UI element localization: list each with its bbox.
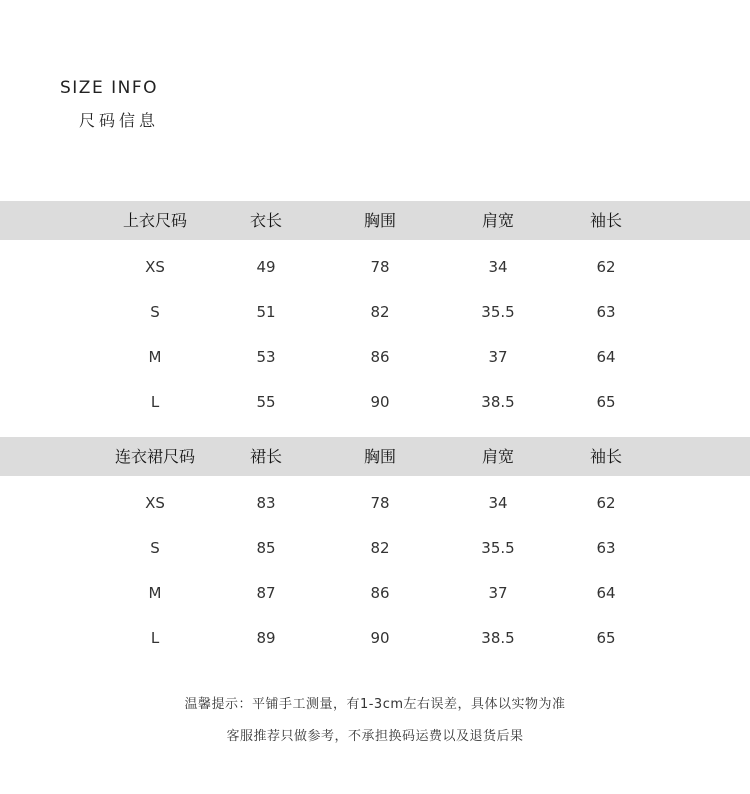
shoulder-cell: 34 — [488, 258, 508, 276]
sleeve-cell: 62 — [596, 258, 616, 276]
chest-cell: 90 — [370, 629, 390, 647]
table-header-row — [0, 437, 750, 476]
length-cell: 55 — [256, 393, 276, 411]
size-cell: L — [150, 629, 160, 647]
size-info-title: SIZE INFO — [60, 78, 158, 98]
chest-cell: 78 — [370, 258, 390, 276]
length-cell: 85 — [256, 539, 276, 557]
service-note: 客服推荐只做参考，不承担换码运费以及退货后果 — [226, 729, 524, 744]
chest-cell: 86 — [370, 348, 390, 366]
measurement-note: 温馨提示：平铺手工测量，有1-3cm左右误差，具体以实物为准 — [184, 697, 566, 712]
header-shoulder: 肩宽 — [481, 211, 515, 230]
size-cell: S — [150, 303, 160, 321]
shoulder-cell: 35.5 — [481, 539, 515, 557]
table-row — [0, 526, 750, 571]
header-chest: 胸围 — [363, 447, 397, 466]
length-cell: 83 — [256, 494, 276, 512]
sleeve-cell: 63 — [596, 303, 616, 321]
sleeve-cell: 64 — [596, 348, 616, 366]
header-length: 衣长 — [249, 211, 283, 230]
shoulder-cell: 38.5 — [481, 393, 515, 411]
sleeve-cell: 63 — [596, 539, 616, 557]
header-sleeve: 袖长 — [589, 211, 623, 230]
table-row — [0, 290, 750, 335]
length-cell: 51 — [256, 303, 276, 321]
header-length: 裙长 — [249, 447, 283, 466]
size-cell: S — [150, 539, 160, 557]
header-shoulder: 肩宽 — [481, 447, 515, 466]
header-size: 上衣尺码 — [122, 211, 188, 230]
size-cell: XS — [145, 258, 165, 276]
table-header-row — [0, 201, 750, 240]
header-chest: 胸围 — [363, 211, 397, 230]
length-cell: 53 — [256, 348, 276, 366]
sleeve-cell: 62 — [596, 494, 616, 512]
top-size-table — [0, 201, 750, 420]
size-cell: M — [148, 584, 162, 602]
table-row — [0, 335, 750, 380]
chest-cell: 90 — [370, 393, 390, 411]
sleeve-cell: 65 — [596, 393, 616, 411]
shoulder-cell: 38.5 — [481, 629, 515, 647]
size-info-subtitle: 尺码信息 — [79, 111, 160, 130]
table-row — [0, 380, 750, 420]
table-row — [0, 245, 750, 290]
length-cell: 89 — [256, 629, 276, 647]
dress-size-table — [0, 437, 750, 656]
table-row — [0, 571, 750, 616]
length-cell: 49 — [256, 258, 276, 276]
chest-cell: 82 — [370, 539, 390, 557]
sleeve-cell: 64 — [596, 584, 616, 602]
size-cell: M — [148, 348, 162, 366]
shoulder-cell: 37 — [488, 348, 508, 366]
shoulder-cell: 37 — [488, 584, 508, 602]
length-cell: 87 — [256, 584, 276, 602]
size-cell: XS — [145, 494, 165, 512]
sleeve-cell: 65 — [596, 629, 616, 647]
size-cell: L — [150, 393, 160, 411]
table-row — [0, 481, 750, 526]
shoulder-cell: 34 — [488, 494, 508, 512]
shoulder-cell: 35.5 — [481, 303, 515, 321]
chest-cell: 82 — [370, 303, 390, 321]
chest-cell: 86 — [370, 584, 390, 602]
header-sleeve: 袖长 — [589, 447, 623, 466]
table-row — [0, 616, 750, 656]
header-size: 连衣裙尺码 — [114, 447, 196, 466]
chest-cell: 78 — [370, 494, 390, 512]
